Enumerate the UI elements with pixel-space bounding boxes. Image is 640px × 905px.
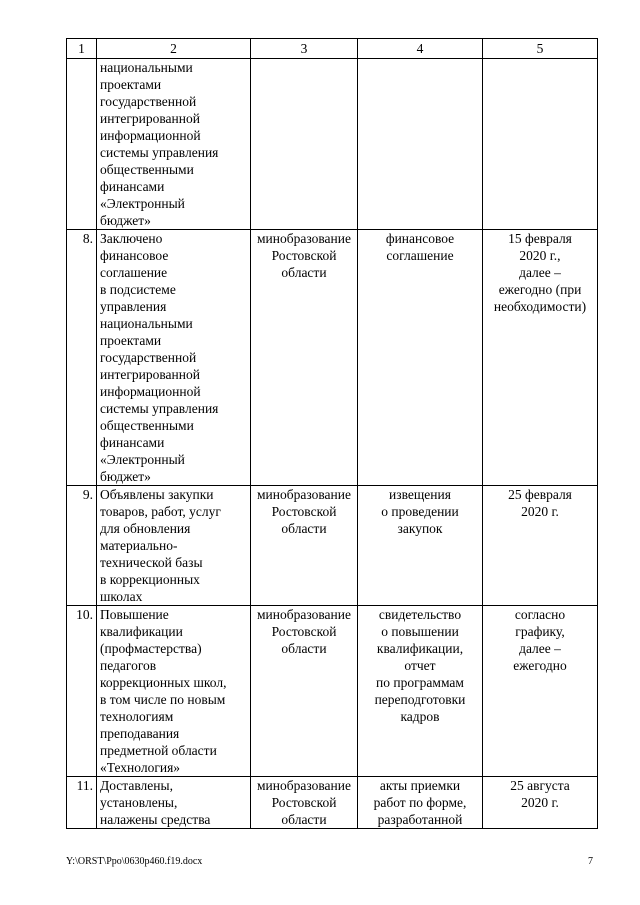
event-text: Объявлены закупки товаров, работ, услуг для обновления материально- технической базы в коррекционных школах bbox=[97, 486, 251, 606]
responsible-text: минобразование Ростовской области bbox=[251, 606, 358, 777]
document-type-text: свидетельство о повышении квалификации, отчет по программам переподготовки кадров bbox=[358, 606, 483, 777]
responsible-text bbox=[251, 59, 358, 230]
row-number: 9. bbox=[67, 486, 97, 606]
document-table bbox=[66, 38, 598, 829]
table-row bbox=[67, 486, 598, 606]
header-col-2: 2 bbox=[97, 39, 251, 59]
table-row bbox=[67, 230, 598, 486]
table-row bbox=[67, 59, 598, 230]
header-col-4: 4 bbox=[358, 39, 483, 59]
row-number: 11. bbox=[67, 777, 97, 829]
table-header-row bbox=[67, 39, 598, 59]
table-row bbox=[67, 777, 598, 829]
deadline-text: 25 августа 2020 г. bbox=[483, 777, 598, 829]
row-number bbox=[67, 59, 97, 230]
event-text: Доставлены, установлены, налажены средства bbox=[97, 777, 251, 829]
header-col-1: 1 bbox=[67, 39, 97, 59]
row-number: 8. bbox=[67, 230, 97, 486]
header-col-3: 3 bbox=[251, 39, 358, 59]
responsible-text: минобразование Ростовской области bbox=[251, 230, 358, 486]
event-text: Заключено финансовое соглашение в подсистеме управления национальными проектами государственной интегрированной информационной системы управления общественными финансами «Электронный бюджет» bbox=[97, 230, 251, 486]
page-number: 7 bbox=[588, 856, 593, 867]
document-type-text: акты приемки работ по форме, разработанной bbox=[358, 777, 483, 829]
deadline-text: 15 февраля 2020 г., далее – ежегодно (при необходимости) bbox=[483, 230, 598, 486]
document-type-text: извещения о проведении закупок bbox=[358, 486, 483, 606]
header-col-5: 5 bbox=[483, 39, 598, 59]
deadline-text: согласно графику, далее – ежегодно bbox=[483, 606, 598, 777]
footer-file-path: Y:\ORST\Ppo\0630p460.f19.docx bbox=[66, 856, 203, 867]
document-type-text: финансовое соглашение bbox=[358, 230, 483, 486]
row-number: 10. bbox=[67, 606, 97, 777]
responsible-text: минобразование Ростовской области bbox=[251, 486, 358, 606]
deadline-text bbox=[483, 59, 598, 230]
responsible-text: минобразование Ростовской области bbox=[251, 777, 358, 829]
event-text: национальными проектами государственной интегрированной информационной системы управления общественными финансами «Электронный бюджет» bbox=[97, 59, 251, 230]
document-type-text bbox=[358, 59, 483, 230]
table-row bbox=[67, 606, 598, 777]
event-text: Повышение квалификации (профмастерства) педагогов коррекционных школ, в том числе по новым технологиям преподавания предметной области «Технология» bbox=[97, 606, 251, 777]
deadline-text: 25 февраля 2020 г. bbox=[483, 486, 598, 606]
